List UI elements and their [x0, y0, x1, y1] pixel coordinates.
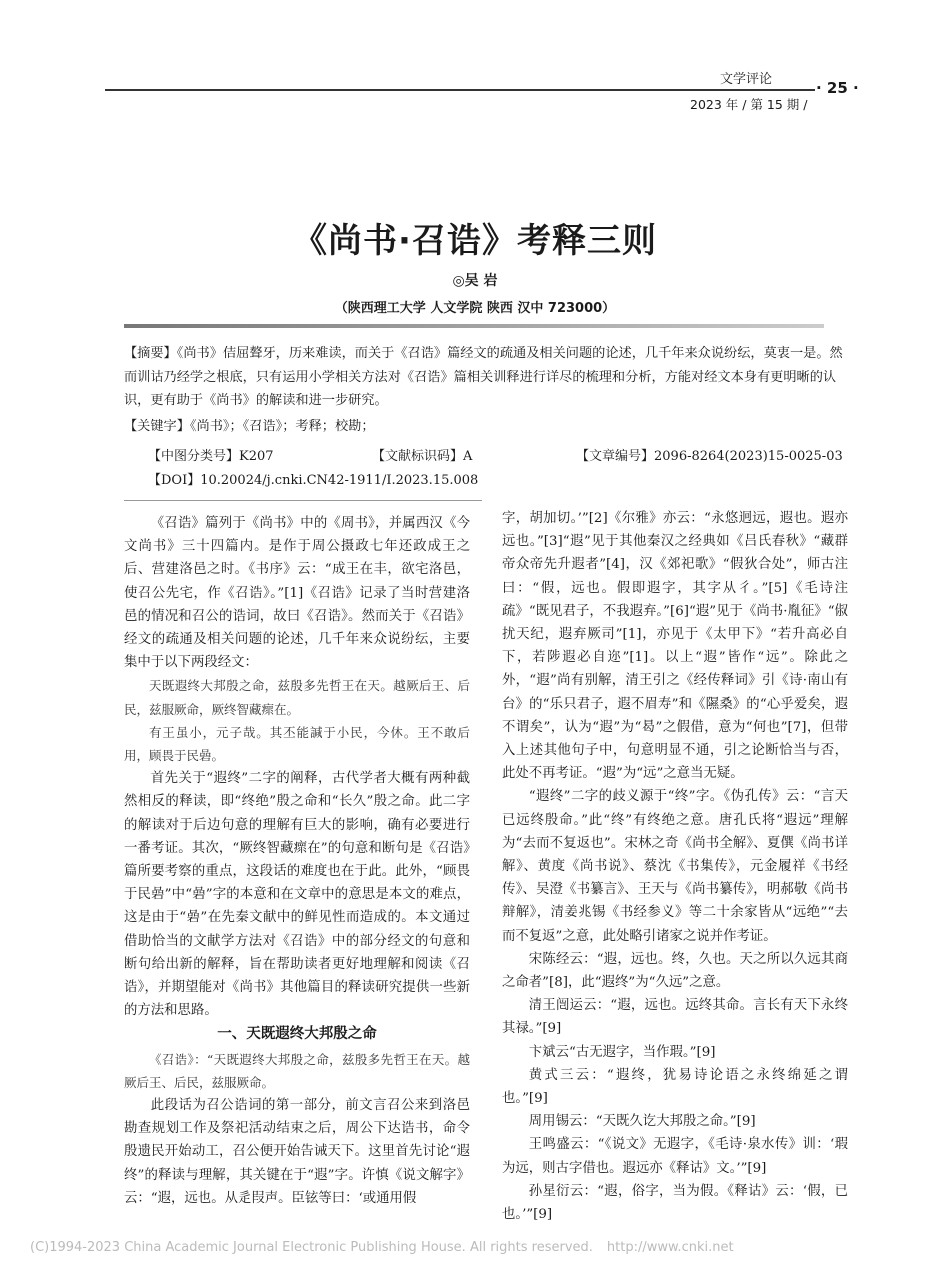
quoted-passage: 有王虽小，元子哉。其丕能諴于小民，今休。王不敢后用，顾畏于民碞。 [124, 724, 470, 764]
issue-info: 2023 年 / 第 15 期 / [690, 97, 808, 112]
affiliation: （陕西理工大学 人文学院 陕西 汉中 723000） [334, 301, 616, 316]
page-number: · 25 · [816, 79, 859, 97]
right-column [502, 507, 848, 1226]
footer-url: http://www.cnki.net [606, 1240, 734, 1255]
header-rule [105, 89, 815, 91]
body-paragraph: 字，胡加切。’”[2]《尔雅》亦云：“永悠迥远，遐也。遐亦远也。”[3]“遐”见于其他秦汉之经典如《吕氏春秋》“藏群帝众帝先升遐者”[4]，汉《郊祀歌》“假狄合处”，师古注曰：“假，远也。假即遐字，其字从彳。”[5]《毛诗注疏》“既见君子，不我遐弃。”[6]“遐”见于《尚书·胤征》“俶扰天纪，遐弃厥司”[1]，亦见于《太甲下》“若升高必自下，若陟遐必自迩”[1]。以上“遐”皆作“远”。除此之外，“遐”尚有别解，清王引之《经传释词》引《诗·南山有台》的“乐只君子，遐不眉寿”和《隰桑》的“心乎爱矣，遐不谓矣”，认为“遐”为“曷”之假借，意为“何也”[7]，但带入上述其他句子中，句意明显不通，引之论断恰当与否，此处不再考证。“遐”为“远”之意当无疑。 [502, 511, 848, 782]
journal-name: 文学评论 [720, 72, 773, 87]
section-heading: 一、天既遐终大邦殷之命 [217, 1026, 377, 1043]
paper-title: 《尚书·召诰》考释三则 [293, 221, 657, 261]
body-paragraph: 黄式三云：“遐终，犹易诗论语之永终绵延之谓也。”[9] [502, 1067, 848, 1107]
body-paragraph: “遐终”二字的歧义源于“终”字。《伪孔传》云：“言天已远终殷命。”此“终”有终绝之意。唐孔氏将“遐远”理解为“去而不复返也”。宋林之奇《尚书全解》、夏僎《尚书详解》、黄度《尚书说》、蔡沈《书集传》，元金履祥《书经传》、吴澄《书纂言》、王天与《尚书纂传》，明郝敬《尚书辩解》，清姜兆锡《书经参义》等二十余家皆从“远绝”“去而不复返”之意，此处略引诸家之说并作考证。 [502, 789, 848, 944]
document-code: 【文献标识码】A [372, 449, 473, 464]
body-paragraph: 此段话为召公诰词的第一部分，前文言召公来到洛邑勘查规划工作及祭祀活动结束之后，周公下达诰书，命令殷遗民开始动工，召公便开始告诫天下。这里首先讨论“遐终”的释读与理解，其关键在于“遐”字。许慎《说文解字》云：“遐，远也。从辵叚声。臣铉等曰：‘或通用假 [124, 1098, 470, 1206]
body-paragraph: 《召诰》篇列于《尚书》中的《周书》，并属西汉《今文尚书》三十四篇内。是作于周公摄政七年还政成王之后、营建洛邑之时。《书序》云：“成王在丰，欲宅洛邑，使召公先宅，作《召诰》。”[1]《召诰》记录了当时营建洛邑的情况和召公的诰词，故曰《召诰》。然而关于《召诰》经文的疏通及相关问题的论述，几千年来众说纷纭，主要集中于以下两段经文： [124, 516, 470, 671]
doi: 【DOI】10.20024/j.cnki.CN42-1911/I.2023.15.008 [148, 473, 479, 488]
body-paragraph: 首先关于“遐终”二字的阐释，古代学者大概有两种截然相反的释读，即“终绝”殷之命和“长久”殷之命。此二字的解读对于后边句意的理解有巨大的影响，确有必要进行一番考证。其次，“厥终智藏瘝在”的句意和断句是《召诰》篇所要考察的重点，这段话的难度也在于此。此外，“顾畏于民碞”中“碞”字的本意和在文章中的意思是本文的难点，这是由于“碞”在先秦文献中的鲜见性而造成的。本文通过借助恰当的文献学方法对《召诰》中的部分经文的句意和断句给出新的解释，旨在帮助读者更好地理解和阅读《召诰》，并期望能对《尚书》其他篇目的释读研究提供一些新的方法和思路。 [124, 771, 470, 1019]
body-paragraph: 孙星衍云：“遐，俗字，当为假。《释诂》云：‘假，已也。’”[9] [502, 1183, 848, 1223]
author: ◎吴 岩 [452, 273, 498, 289]
keywords: 【关键字】《尚书》；《召诰》；考释；校勘； [124, 418, 375, 434]
article-number: 【文章编号】2096-8264(2023)15-0025-03 [576, 449, 843, 464]
quoted-passage: 天既遐终大邦殷之命，兹殷多先哲王在天。越厥后王、后民，兹服厥命，厥终智藏瘝在。 [124, 678, 470, 717]
body-paragraph: 王鸣盛云：“《说文》无遐字，《毛诗·泉水传》训：‘瑕为远，则古字借也。遐远亦《释诂》文。’”[9] [502, 1137, 848, 1176]
quoted-passage: 《召诰》：“天既遐终大邦殷之命，兹殷多先哲王在天。越厥后王、后民，兹服厥命。 [124, 1051, 470, 1090]
abstract-separator [124, 500, 482, 501]
abstract: 【摘要】《尚书》佶屈聱牙，历来难读，而关于《召诰》篇经文的疏通及相关问题的论述，几千年来众说纷纭，莫衷一是。然而训诂乃经学之根底，只有运用小学相关方法对《召诰》篇相关训释进行详尽的梳理和分析，方能对经文本身有更明晰的认识，更有助于《尚书》的解读和进一步研究。 [124, 346, 843, 408]
footer [30, 1240, 734, 1255]
clc-number: 【中图分类号】K207 [148, 449, 274, 464]
body-paragraph: 周用锡云：“天既久讫大邦殷之命。”[9] [528, 1114, 756, 1130]
footer-copyright: (C)1994-2023 China Academic Journal Electronic Publishing House. All rights reserved. [30, 1240, 593, 1255]
title-divider [124, 324, 824, 328]
body-paragraph: 卞斌云“古无遐字，当作瑕。”[9] [528, 1044, 716, 1060]
abstract-block [124, 342, 848, 438]
body-paragraph: 宋陈经云：“遐，远也。终，久也。天之所以久远其商之命者”[8]，此“遐终”为“久远”之意。 [502, 951, 848, 991]
left-column [124, 512, 470, 1210]
body-paragraph: 清王闿运云：“遐，远也。远终其命。言长有天下永终其禄。”[9] [502, 998, 848, 1037]
